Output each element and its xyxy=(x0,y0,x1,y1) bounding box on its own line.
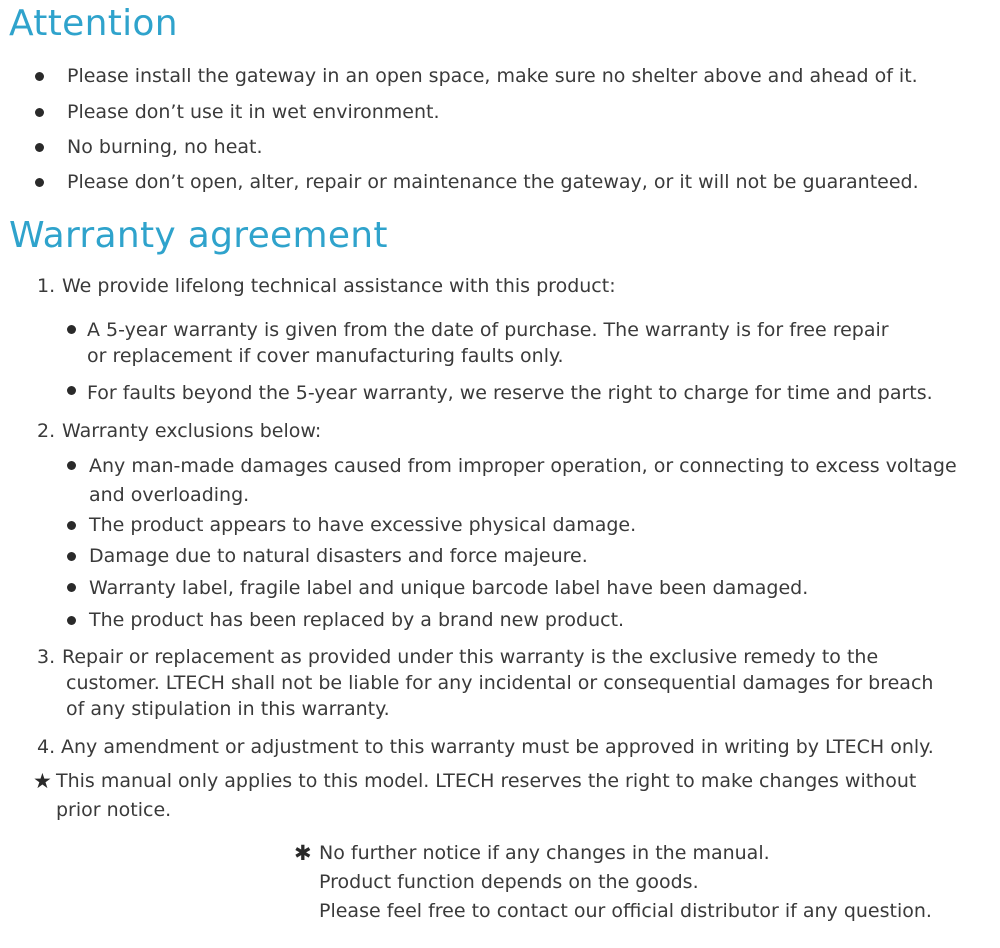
warranty-subitem: A 5-year warranty is given from the date of purchase. The warranty is for free repair xyxy=(87,319,889,341)
attention-item: No burning, no heat. xyxy=(67,136,263,158)
footer-note-line: Product function depends on the goods. xyxy=(319,871,699,893)
list-number: 2. xyxy=(37,420,56,442)
attention-item: Please don’t open, alter, repair or maintenance the gateway, or it will not be guaranteed. xyxy=(67,171,919,193)
warranty-heading: Warranty agreement xyxy=(9,215,388,256)
warranty-subitem: Any man-made damages caused from improper operation, or connecting to excess voltage xyxy=(89,455,957,477)
warranty-item-text-continued: customer. LTECH shall not be liable for any incidental or consequential damages for breach xyxy=(66,672,934,694)
warranty-item-text-continued: of any stipulation in this warranty. xyxy=(66,698,390,720)
star-icon: ★ xyxy=(33,769,52,793)
attention-item: Please install the gateway in an open space, make sure no shelter above and ahead of it. xyxy=(67,65,918,87)
bullet-icon xyxy=(67,461,76,470)
warranty-subitem: For faults beyond the 5-year warranty, we reserve the right to charge for time and parts. xyxy=(87,382,933,404)
star-note-text: This manual only applies to this model. LTECH reserves the right to make changes without xyxy=(56,770,917,792)
warranty-subitem: Warranty label, fragile label and unique barcode label have been damaged. xyxy=(89,577,809,599)
bullet-icon xyxy=(67,386,76,395)
attention-item: Please don’t use it in wet environment. xyxy=(67,101,440,123)
footer-note-line: No further notice if any changes in the manual. xyxy=(319,842,770,864)
list-number: 1. xyxy=(37,275,56,297)
warranty-item-text: Repair or replacement as provided under this warranty is the exclusive remedy to the xyxy=(62,646,879,668)
footer-note-line: Please feel free to contact our official distributor if any question. xyxy=(319,900,932,922)
warranty-subitem-continued: and overloading. xyxy=(89,484,250,506)
warranty-item-text: Warranty exclusions below: xyxy=(62,420,322,442)
bullet-icon xyxy=(35,108,44,117)
bullet-icon xyxy=(35,72,44,81)
asterisk-icon: ✱ xyxy=(294,841,312,865)
bullet-icon xyxy=(35,178,44,187)
warranty-subitem-continued: or replacement if cover manufacturing faults only. xyxy=(87,345,564,367)
warranty-subitem: Damage due to natural disasters and force majeure. xyxy=(89,545,588,567)
bullet-icon xyxy=(67,521,76,530)
warranty-subitem: The product has been replaced by a brand new product. xyxy=(89,609,625,631)
warranty-item-text: Any amendment or adjustment to this warranty must be approved in writing by LTECH only. xyxy=(61,736,934,758)
bullet-icon xyxy=(67,616,76,625)
bullet-icon xyxy=(67,583,76,592)
attention-heading: Attention xyxy=(9,3,178,44)
list-number: 3. xyxy=(37,646,56,668)
list-number: 4. xyxy=(37,736,56,758)
warranty-subitem: The product appears to have excessive physical damage. xyxy=(89,514,637,536)
warranty-item-text: We provide lifelong technical assistance with this product: xyxy=(62,275,616,297)
bullet-icon xyxy=(67,552,76,561)
bullet-icon xyxy=(35,143,44,152)
bullet-icon xyxy=(67,325,76,334)
star-note-text-continued: prior notice. xyxy=(56,799,172,821)
